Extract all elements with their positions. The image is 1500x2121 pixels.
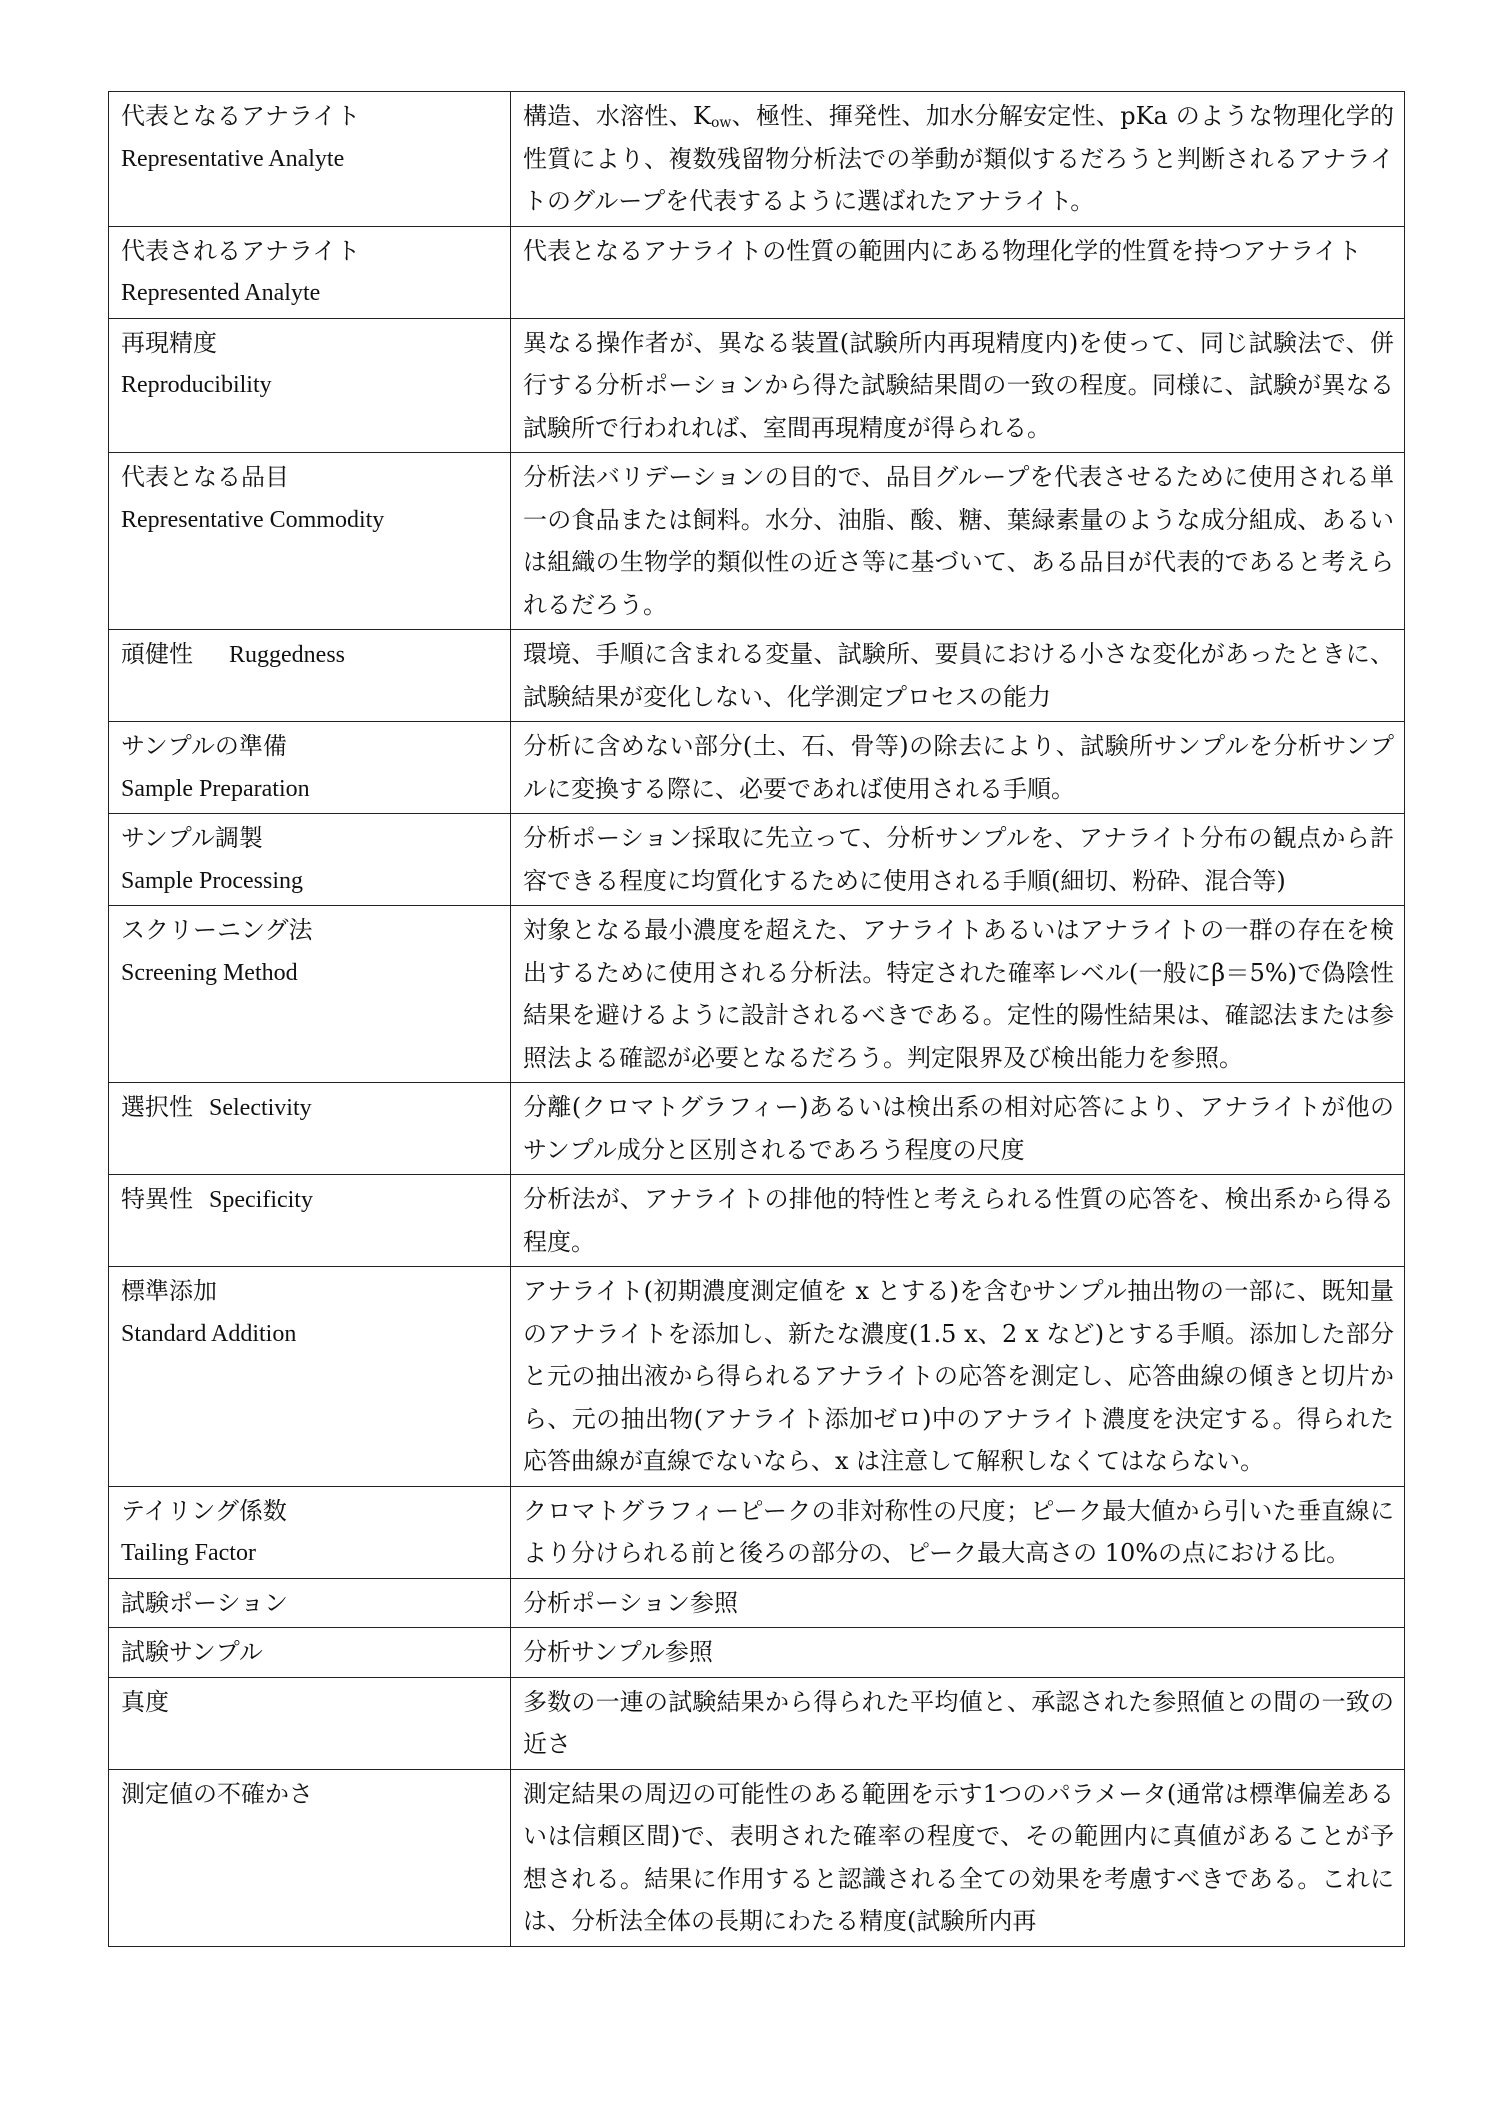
- term-cell: [109, 1267, 511, 1487]
- term-japanese: 真度: [121, 1687, 169, 1716]
- term-english: Sample Preparation: [121, 775, 310, 802]
- term-cell: [109, 1628, 511, 1678]
- glossary-row: [109, 1677, 1405, 1769]
- glossary-row: [109, 814, 1405, 906]
- term-english: Specificity: [209, 1187, 313, 1213]
- definition-cell: 分析ポーション参照: [511, 1578, 1405, 1628]
- definition-cell: 分析ポーション採取に先立って、分析サンプルを、アナライト分布の観点から許容できる程度に均質化するために使用される手順(細切、粉砕、混合等): [511, 814, 1405, 906]
- term-cell: [109, 1769, 511, 1946]
- term-cell: [109, 1486, 511, 1578]
- definition-cell: 分析法バリデーションの目的で、品目グループを代表させるために使用される単一の食品または飼料。水分、油脂、酸、糖、葉緑素量のような成分組成、あるいは組織の生物学的類似性の近さ等に基づいて、ある品目が代表的であると考えられるだろう。: [511, 453, 1405, 630]
- term-english: Ruggedness: [229, 642, 345, 668]
- term-japanese: 代表となるアナライト: [121, 102, 361, 130]
- term-english: Representative Analyte: [121, 145, 345, 172]
- term-cell: [109, 1578, 511, 1628]
- glossary-row: [109, 906, 1405, 1083]
- definition-cell: 多数の一連の試験結果から得られた平均値と、承認された参照値との間の一致の近さ: [511, 1677, 1405, 1769]
- glossary-row: [109, 1083, 1405, 1175]
- glossary-row: [109, 226, 1405, 318]
- term-japanese: 選択性: [121, 1093, 193, 1121]
- term-cell: [109, 318, 511, 453]
- term-japanese: スクリーニング法: [121, 916, 313, 944]
- term-english: Reproducibility: [121, 372, 272, 398]
- term-japanese: 標準添加: [121, 1277, 217, 1305]
- term-english: Representative Commodity: [121, 506, 385, 533]
- term-japanese: テイリング係数: [121, 1496, 287, 1525]
- definition-cell: クロマトグラフィーピークの非対称性の尺度；ピーク最大値から引いた垂直線により分けられる前と後ろの部分の、ピーク最大高さの 10%の点における比。: [511, 1486, 1405, 1578]
- glossary-row: [109, 722, 1405, 814]
- glossary-table: [108, 91, 1405, 1947]
- term-cell: [109, 1677, 511, 1769]
- glossary-row: [109, 1486, 1405, 1578]
- term-japanese: サンプルの準備: [121, 732, 287, 760]
- term-cell: [109, 722, 511, 814]
- definition-cell: 分析に含めない部分(土、石、骨等)の除去により、試験所サンプルを分析サンプルに変換する際に、必要であれば使用される手順。: [511, 722, 1405, 814]
- term-cell: [109, 1083, 511, 1175]
- term-japanese: サンプル調製: [121, 824, 263, 852]
- term-japanese: 測定値の不確かさ: [121, 1779, 313, 1808]
- term-english: Standard Addition: [121, 1320, 297, 1347]
- definition-cell: 分析法が、アナライトの排他的特性と考えられる性質の応答を、検出系から得る程度。: [511, 1175, 1405, 1267]
- glossary-row: [109, 1267, 1405, 1487]
- term-english: Screening Method: [121, 959, 298, 986]
- glossary-row: [109, 1175, 1405, 1267]
- glossary-row: [109, 630, 1405, 722]
- term-japanese: 頑健性: [121, 640, 193, 668]
- term-cell: [109, 92, 511, 227]
- definition-cell: 分離(クロマトグラフィー)あるいは検出系の相対応答により、アナライトが他のサンプル成分と区別されるであろう程度の尺度: [511, 1083, 1405, 1175]
- term-cell: [109, 453, 511, 630]
- term-english: Sample Processing: [121, 867, 303, 894]
- glossary-row: [109, 1769, 1405, 1946]
- term-japanese: 特異性: [121, 1185, 193, 1213]
- definition-subscript: ow: [710, 115, 732, 131]
- glossary-row: [109, 1628, 1405, 1678]
- term-english: Represented Analyte: [121, 280, 321, 306]
- term-cell: [109, 814, 511, 906]
- definition-cell: 異なる操作者が、異なる装置(試験所内再現精度内)を使って、同じ試験法で、併行する分析ポーションから得た試験結果間の一致の程度。同様に、試験が異なる試験所で行われれば、室間再現精度が得られる。: [511, 318, 1405, 453]
- term-japanese: 代表となる品目: [121, 463, 289, 491]
- term-japanese: 試験ポーション: [121, 1588, 289, 1617]
- definition-cell: アナライト(初期濃度測定値を x とする)を含むサンプル抽出物の一部に、既知量のアナライトを添加し、新たな濃度(1.5 x、2 x など)とする手順。添加した部分と元の抽出液から得られるアナライトの応答を測定し、応答曲線の傾きと切片から、元の抽出物(アナライト添加ゼロ)中のアナライト濃度を決定する。得られた応答曲線が直線でないなら、x は注意して解釈しなくてはならない。: [511, 1267, 1405, 1487]
- term-cell: [109, 1175, 511, 1267]
- definition-cell: 測定結果の周辺の可能性のある範囲を示す1つのパラメータ(通常は標準偏差あるいは信頼区間)で、表明された確率の程度で、その範囲内に真値があることが予想される。結果に作用すると認識される全ての効果を考慮すべきである。これには、分析法全体の長期にわたる精度(試験所内再: [511, 1769, 1405, 1946]
- term-english: Tailing Factor: [121, 1540, 256, 1566]
- definition-cell: 環境、手順に含まれる変量、試験所、要員における小さな変化があったときに、試験結果が変化しない、化学測定プロセスの能力: [511, 630, 1405, 722]
- term-japanese: 代表されるアナライト: [121, 236, 361, 265]
- term-cell: [109, 630, 511, 722]
- term-english: Selectivity: [209, 1095, 312, 1121]
- term-cell: [109, 906, 511, 1083]
- definition-cell: 対象となる最小濃度を超えた、アナライトあるいはアナライトの一群の存在を検出するために使用される分析法。特定された確率レベル(一般にβ＝5%)で偽陰性結果を避けるように設計されるべきである。定性的陽性結果は、確認法または参照法よる確認が必要となるだろう。判定限界及び検出能力を参照。: [511, 906, 1405, 1083]
- term-japanese: 再現精度: [121, 328, 217, 357]
- definition-cell: 分析サンプル参照: [511, 1628, 1405, 1678]
- glossary-row: [109, 1578, 1405, 1628]
- definition-text-part: 、極性、揮発性、加水分解安定性、pKa のような物理化学的性質により、複数残留物分析法での挙動が類似するだろうと判断されるアナライトのグループを代表するように選ばれたアナライト。: [523, 102, 1394, 215]
- term-japanese: 試験サンプル: [121, 1638, 263, 1666]
- glossary-row: [109, 453, 1405, 630]
- definition-text-part: 構造、水溶性、K: [523, 102, 711, 130]
- glossary-row: [109, 318, 1405, 453]
- definition-cell: 代表となるアナライトの性質の範囲内にある物理化学的性質を持つアナライト: [511, 226, 1405, 318]
- term-cell: [109, 226, 511, 318]
- definition-cell: [511, 92, 1405, 227]
- glossary-row: [109, 92, 1405, 227]
